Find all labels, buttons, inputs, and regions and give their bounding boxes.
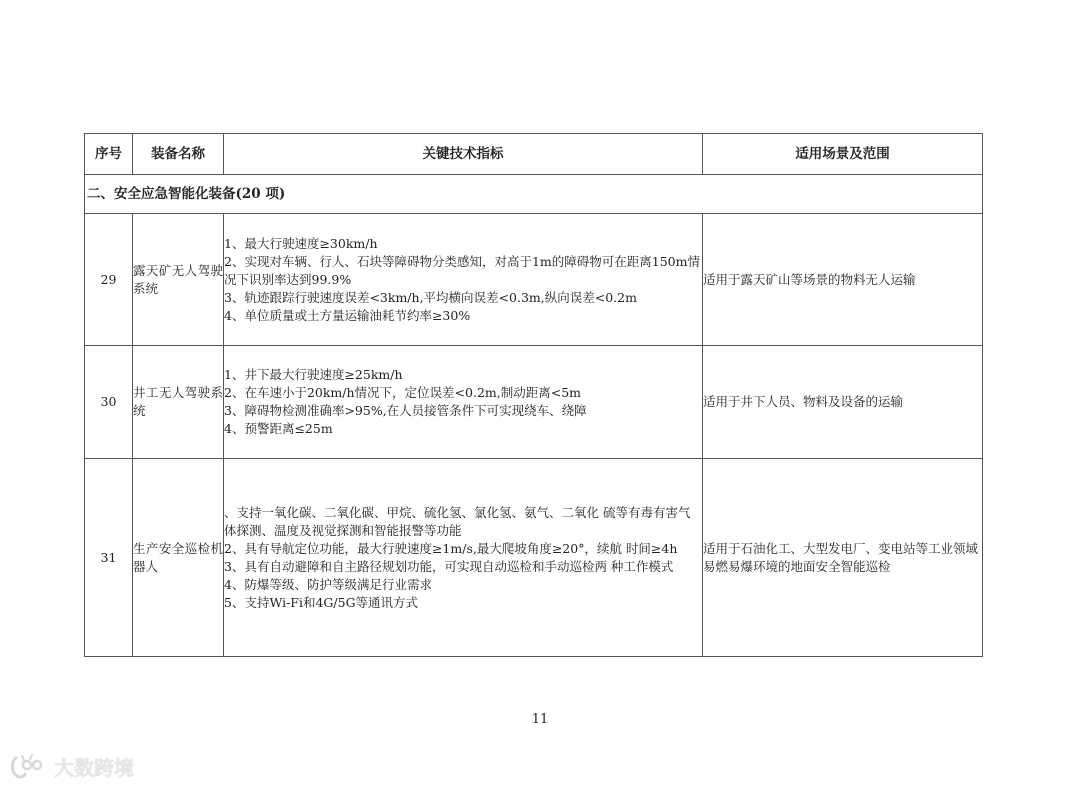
spec-item: 2、具有导航定位功能，最大行驶速度≥1m/s,最大爬坡角度≥20°，续航 时间≥4h bbox=[224, 540, 678, 556]
application-scope: 适用于井下人员、物料及设备的运输 bbox=[703, 346, 983, 459]
equipment-name: 露天矿无人驾驶系统 bbox=[133, 214, 224, 346]
spec-item: 1、最大行驶速度≥30km/h bbox=[224, 235, 378, 251]
page-number: 11 bbox=[531, 712, 549, 727]
spec-item: 2、实现对车辆、行人、石块等障碍物分类感知，对高于1m的障碍物可在距离150m情况下识别率达到99.9% bbox=[224, 253, 700, 287]
spec-item: 3、具有自动避障和自主路径规划功能，可实现自动巡检和手动巡检两 种工作模式 bbox=[224, 558, 674, 574]
spec-list bbox=[224, 459, 703, 657]
section-title: 二、安全应急智能化装备(20 项) bbox=[85, 175, 983, 214]
spec-item: 4、防爆等级、防护等级满足行业需求 bbox=[224, 576, 432, 592]
spec-item: 3、轨迹跟踪行驶速度误差<3km/h,平均横向误差<0.3m,纵向误差<0.2m bbox=[224, 289, 637, 305]
spec-item: 、支持一氧化碳、二氧化碳、甲烷、硫化氢、氯化氢、氨气、二氧化 硫等有毒有害气体探测、温度及视觉探测和智能报警等功能 bbox=[224, 504, 691, 538]
spec-item: 4、预警距离≤25m bbox=[224, 421, 333, 436]
equipment-name: 井工无人驾驶系统 bbox=[133, 346, 224, 459]
table-row bbox=[85, 214, 983, 346]
table-header-row bbox=[85, 134, 983, 175]
header-specs: 关键技术指标 bbox=[224, 134, 703, 175]
header-scope: 适用场景及范围 bbox=[703, 134, 983, 175]
row-number: 31 bbox=[85, 459, 133, 657]
spec-list bbox=[224, 214, 703, 346]
table-row bbox=[85, 459, 983, 657]
header-no: 序号 bbox=[85, 134, 133, 175]
brand-logo-icon bbox=[10, 754, 50, 780]
watermark bbox=[10, 752, 134, 781]
application-scope: 适用于石油化工、大型发电厂、变电站等工业领域易燃易爆环境的地面安全智能巡检 bbox=[703, 459, 983, 657]
row-number: 30 bbox=[85, 346, 133, 459]
equipment-table bbox=[84, 133, 983, 657]
spec-list bbox=[224, 346, 703, 459]
row-number: 29 bbox=[85, 214, 133, 346]
spec-item: 5、支持Wi-Fi和4G/5G等通讯方式 bbox=[224, 594, 419, 610]
spec-item: 1、井下最大行驶速度≥25km/h bbox=[224, 367, 403, 382]
spec-item: 2、在车速小于20km/h情况下，定位误差<0.2m,制动距离<5m bbox=[224, 385, 582, 400]
spec-item: 4、单位质量或土方量运输油耗节约率≥30% bbox=[224, 307, 471, 323]
application-scope: 适用于露天矿山等场景的物料无人运输 bbox=[703, 214, 983, 346]
equipment-name: 生产安全巡检机器人 bbox=[133, 459, 224, 657]
section-row bbox=[85, 175, 983, 214]
header-name: 装备名称 bbox=[133, 134, 224, 175]
spec-item: 3、障碍物检测准确率>95%,在人员接管条件下可实现绕车、绕障 bbox=[224, 403, 587, 418]
watermark-text: 大数跨境 bbox=[54, 756, 134, 780]
table-row bbox=[85, 346, 983, 459]
